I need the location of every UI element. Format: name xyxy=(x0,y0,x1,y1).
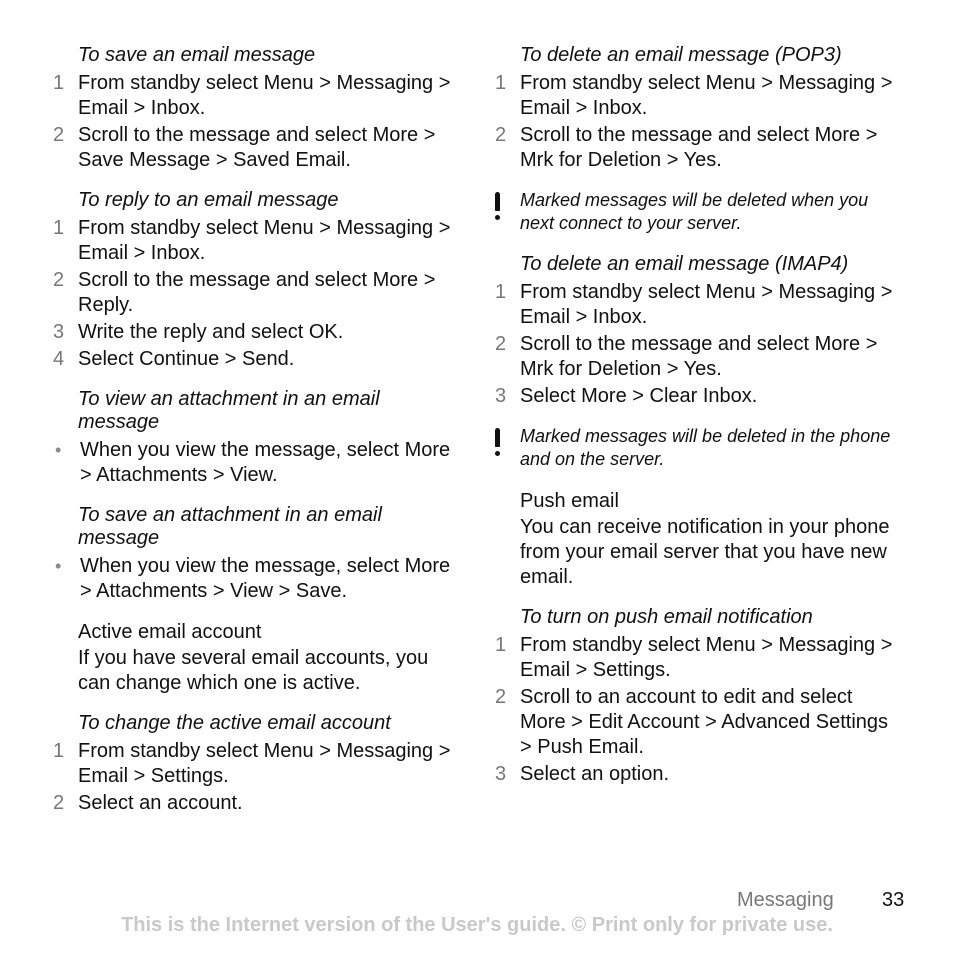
note-text: Marked messages will be deleted in the phone and on the server. xyxy=(520,426,891,469)
step-number: 2 xyxy=(495,686,507,708)
step-number: 2 xyxy=(495,124,507,146)
step-number: 1 xyxy=(495,281,507,303)
step-item xyxy=(495,332,895,382)
step-text: Scroll to an account to edit and select More > Edit Account > Advanced Settings > Push Email. xyxy=(520,686,889,758)
step-text: Scroll to the message and select More > Save Message > Saved Email. xyxy=(78,124,436,171)
step-item xyxy=(53,216,453,266)
step-number: 1 xyxy=(53,740,65,762)
heading-change-account: To change the active email account xyxy=(78,712,391,734)
step-text: Scroll to the message and select More > Mrk for Deletion > Yes. xyxy=(520,124,878,171)
step-text: Scroll to the message and select More > Mrk for Deletion > Yes. xyxy=(520,333,878,380)
heading-push-on: To turn on push email notification xyxy=(520,606,813,628)
step-item xyxy=(53,123,453,173)
section-save-email xyxy=(53,44,453,173)
steps-reply-email xyxy=(53,216,453,372)
step-number: 1 xyxy=(495,72,507,94)
step-item xyxy=(495,762,895,787)
section-delete-imap4 xyxy=(495,253,895,409)
step-text: From standby select Menu > Messaging > Email > Settings. xyxy=(520,634,893,681)
section-change-account xyxy=(53,712,453,816)
bullets-save-attachment xyxy=(53,554,453,604)
step-number: 1 xyxy=(53,217,65,239)
heading-active-account: Active email account xyxy=(78,621,262,643)
bullet-text: When you view the message, select More > Attachments > View. xyxy=(80,439,451,486)
step-text: From standby select Menu > Messaging > Email > Inbox. xyxy=(78,72,451,119)
step-text: Select an option. xyxy=(520,763,669,785)
bullet-text: When you view the message, select More > Attachments > View > Save. xyxy=(80,555,451,602)
section-push-email xyxy=(495,489,895,590)
step-item xyxy=(495,633,895,683)
section-view-attachment xyxy=(53,388,453,488)
note-text: Marked messages will be deleted when you next connect to your server. xyxy=(520,190,869,233)
steps-push-on xyxy=(495,633,895,787)
step-text: Scroll to the message and select More > Reply. xyxy=(78,269,436,316)
bullets-view-attachment xyxy=(53,438,453,488)
step-item xyxy=(53,791,453,816)
steps-change-account xyxy=(53,739,453,816)
exclamation-icon xyxy=(495,425,520,465)
heading-delete-imap4: To delete an email message (IMAP4) xyxy=(520,253,849,275)
paragraph-active-account: If you have several email accounts, you can change which one is active. xyxy=(78,647,429,694)
step-item xyxy=(495,685,895,760)
step-item xyxy=(495,384,895,409)
step-number: 1 xyxy=(53,72,65,94)
step-text: Select an account. xyxy=(78,792,243,814)
step-number: 3 xyxy=(53,321,65,343)
steps-delete-imap4 xyxy=(495,280,895,409)
section-push-on xyxy=(495,606,895,787)
step-item xyxy=(53,739,453,789)
section-save-attachment xyxy=(53,504,453,604)
step-item xyxy=(53,268,453,318)
step-number: 4 xyxy=(53,348,65,370)
note-imap4 xyxy=(495,425,895,471)
paragraph-push-email: You can receive notification in your phone from your email server that you have new email. xyxy=(520,516,890,588)
step-number: 3 xyxy=(495,385,507,407)
section-delete-pop3 xyxy=(495,44,895,173)
step-number: 3 xyxy=(495,763,507,785)
bullet-mark: • xyxy=(55,440,62,460)
exclamation-icon xyxy=(495,189,520,229)
steps-save-email xyxy=(53,71,453,173)
step-text: Write the reply and select OK. xyxy=(78,321,344,343)
step-item xyxy=(495,123,895,173)
heading-save-email: To save an email message xyxy=(78,44,316,66)
bullet-mark: • xyxy=(55,556,62,576)
page-number: 33 xyxy=(882,889,905,911)
left-column xyxy=(53,44,453,832)
steps-delete-pop3 xyxy=(495,71,895,173)
section-active-account xyxy=(53,620,453,696)
heading-view-attachment: To view an attachment in an email message xyxy=(78,388,380,433)
right-column xyxy=(495,44,895,803)
step-number: 2 xyxy=(53,124,65,146)
step-item xyxy=(53,320,453,345)
heading-push-email: Push email xyxy=(520,490,619,512)
heading-save-attachment: To save an attachment in an email message xyxy=(78,504,382,549)
step-number: 2 xyxy=(53,269,65,291)
heading-delete-pop3: To delete an email message (POP3) xyxy=(520,44,842,66)
step-item xyxy=(495,71,895,121)
footer-section-name: Messaging xyxy=(737,889,834,911)
note-pop3 xyxy=(495,189,895,235)
footer-notice: This is the Internet version of the User's guide. © Print only for private use. xyxy=(121,914,833,936)
step-number: 2 xyxy=(53,792,65,814)
step-number: 1 xyxy=(495,634,507,656)
heading-reply-email: To reply to an email message xyxy=(78,189,339,211)
step-text: From standby select Menu > Messaging > Email > Inbox. xyxy=(520,72,893,119)
step-item xyxy=(53,71,453,121)
step-item xyxy=(53,347,453,372)
step-item xyxy=(495,280,895,330)
step-text: Select Continue > Send. xyxy=(78,348,295,370)
bullet-item xyxy=(53,438,453,488)
step-text: From standby select Menu > Messaging > Email > Settings. xyxy=(78,740,451,787)
step-text: From standby select Menu > Messaging > Email > Inbox. xyxy=(78,217,451,264)
step-text: From standby select Menu > Messaging > Email > Inbox. xyxy=(520,281,893,328)
step-number: 2 xyxy=(495,333,507,355)
section-reply-email xyxy=(53,189,453,372)
step-text: Select More > Clear Inbox. xyxy=(520,385,758,407)
bullet-item xyxy=(53,554,453,604)
